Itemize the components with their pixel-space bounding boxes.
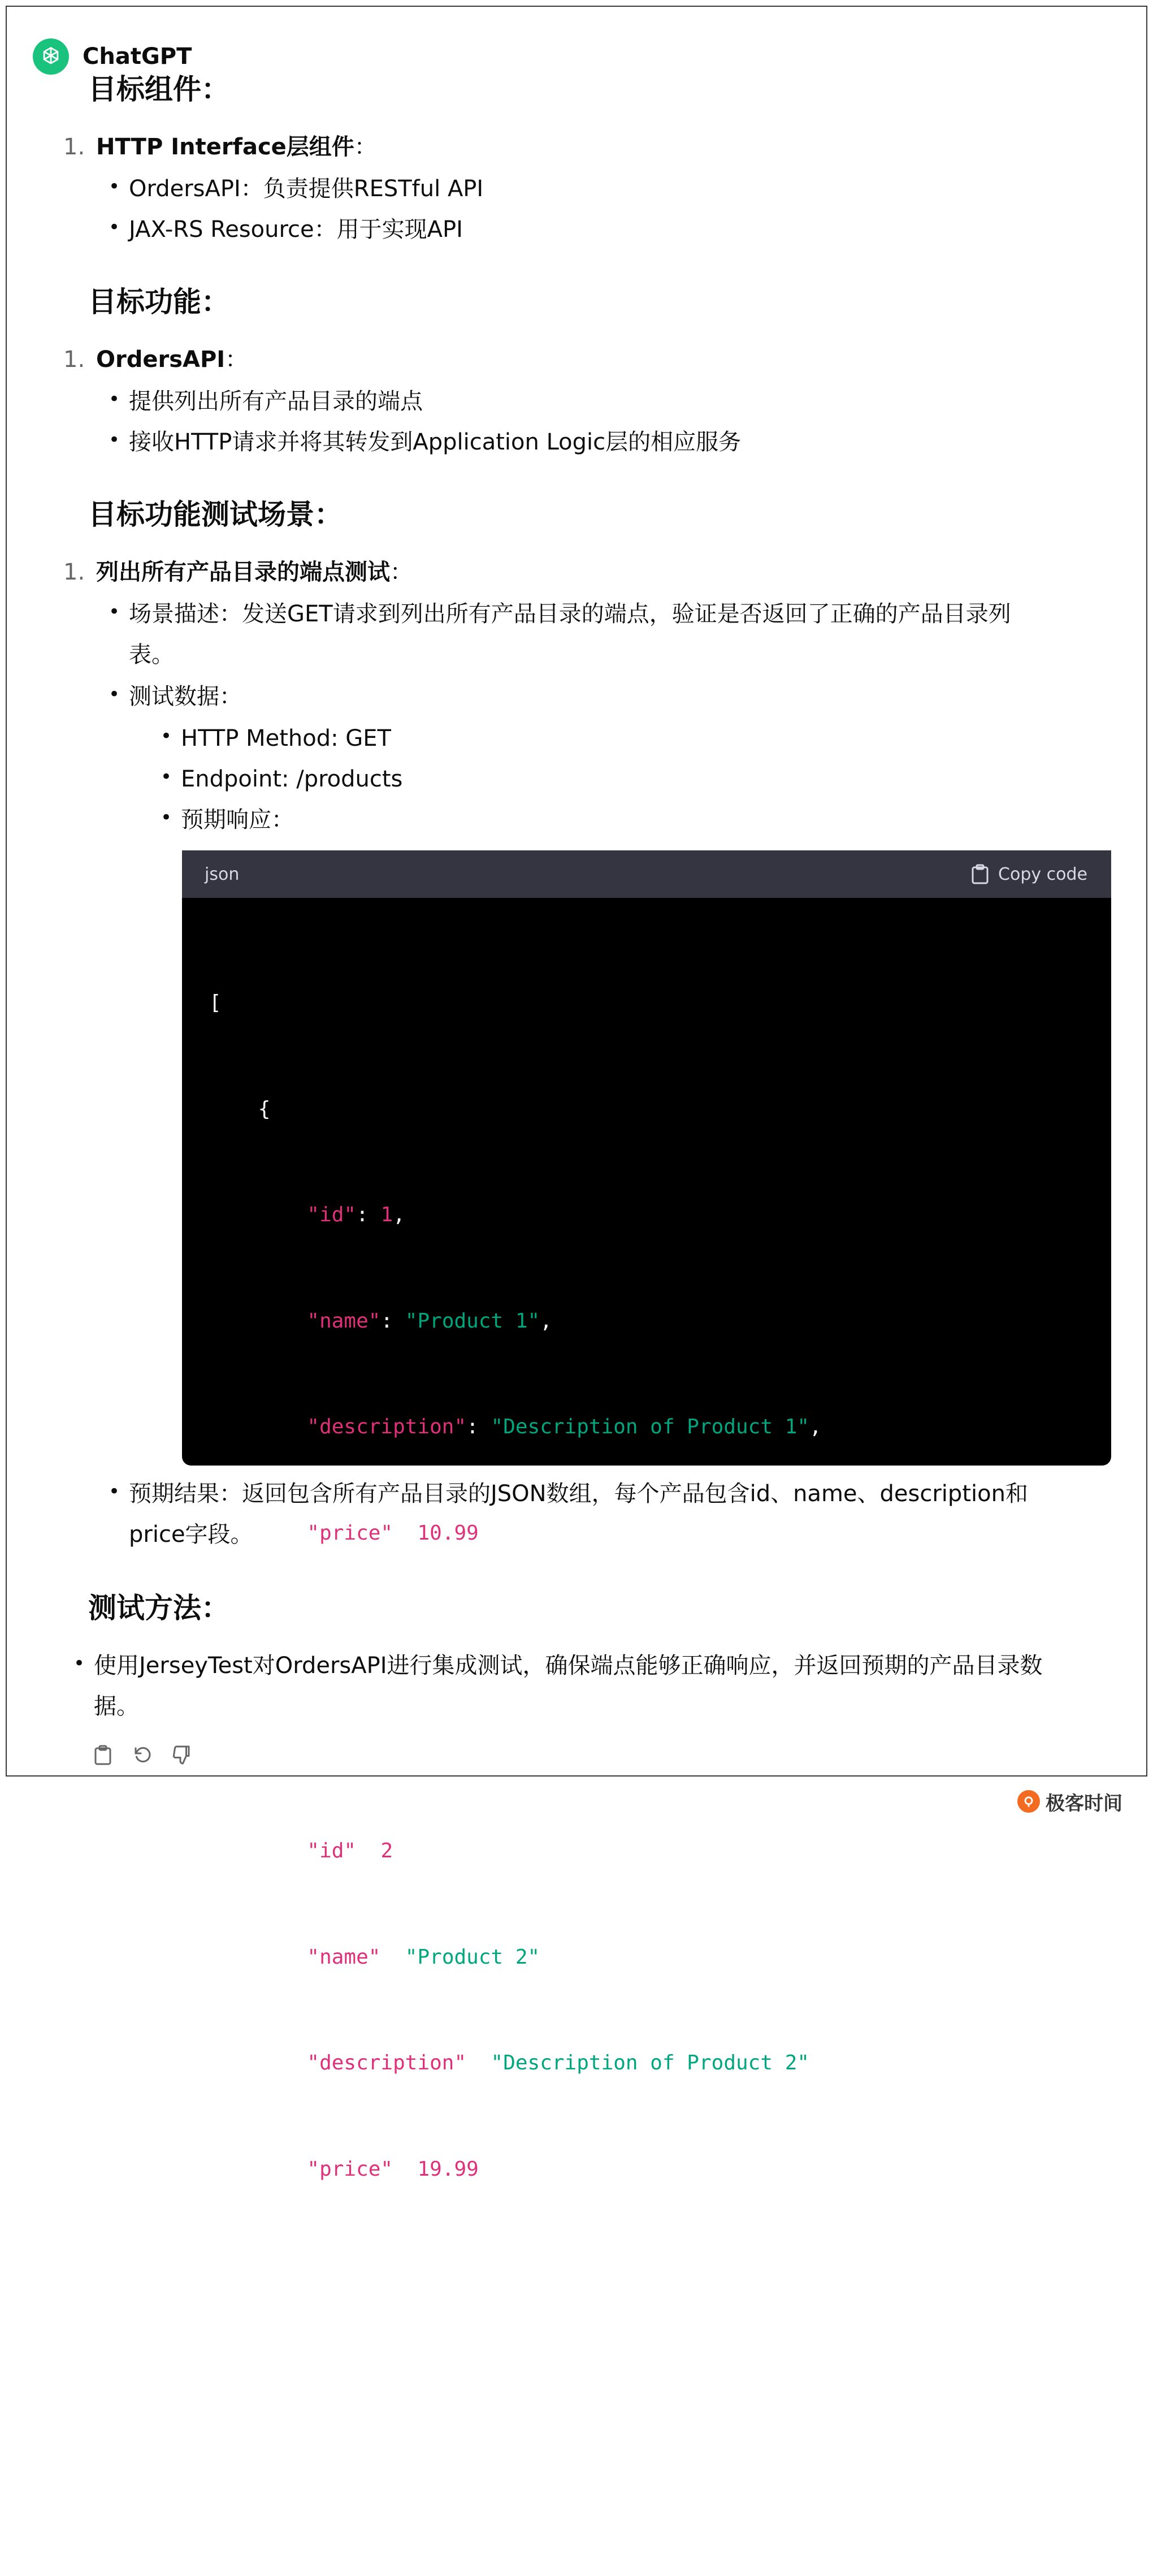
code-line: "name": "Product 2", [307, 1945, 552, 1969]
code-line: ... [258, 2369, 295, 2393]
refresh-icon [132, 1745, 153, 1765]
code-language: json [205, 864, 240, 884]
thumbs-down-icon [172, 1745, 192, 1765]
watermark-text: 极客时间 [1046, 1792, 1122, 1815]
list-item: • JAX-RS Resource：用于实现API [109, 216, 463, 243]
list-item-title: HTTP Interface层组件 [96, 134, 354, 160]
code-line: "id": 1, [307, 1203, 405, 1226]
functions-list-item [63, 345, 248, 374]
method-description-cont: 据。 [94, 1693, 139, 1719]
geektime-logo-icon [1017, 1790, 1040, 1813]
list-item-colon: ： [390, 559, 413, 585]
list-number: 1. [63, 559, 85, 585]
code-line: "name": "Product 1", [307, 1309, 552, 1333]
regenerate-button[interactable] [131, 1744, 154, 1766]
openai-logo-icon [33, 38, 69, 75]
scenario-description-cont: 表。 [129, 642, 174, 668]
code-line: "description": "Description of Product 1", [307, 1415, 822, 1438]
code-line: { [258, 1733, 271, 1757]
list-item-title: 列出所有产品目录的端点测试 [96, 559, 390, 585]
code-line: }, [258, 2263, 283, 2287]
method-heading: 测试方法： [88, 1592, 229, 1624]
code-line: { [258, 1097, 271, 1121]
list-item: • 接收HTTP请求并将其转发到Application Logic层的相应服务 [109, 429, 742, 455]
copy-code-label: Copy code [998, 864, 1087, 884]
watermark [1017, 1786, 1122, 1817]
list-item-colon: ： [354, 134, 377, 160]
code-line: [ [209, 991, 222, 1014]
method-description: • 使用JerseyTest对OrdersAPI进行集成测试，确保端点能够正确响应，并返回预期的产品目录数 [73, 1652, 1043, 1679]
functions-heading: 目标功能： [88, 286, 229, 318]
list-number: 1. [63, 347, 85, 373]
list-item-title: OrdersAPI [96, 347, 226, 373]
code-line: "price": 19.99 [307, 2157, 479, 2181]
clipboard-icon [971, 864, 989, 884]
code-line: ] [209, 2475, 222, 2499]
test-data-label: • 测试数据： [109, 683, 242, 710]
clipboard-icon [93, 1745, 113, 1765]
list-item-colon: ： [225, 347, 248, 373]
code-line: "description": "Description of Product 2", [307, 2051, 822, 2074]
scenarios-heading: 目标功能测试场景： [88, 498, 343, 531]
scenario-description: • 场景描述：发送GET请求到列出所有产品目录的端点，验证是否返回了正确的产品目录列 [109, 600, 1011, 627]
dislike-button[interactable] [171, 1744, 193, 1766]
list-number: 1. [63, 134, 85, 160]
expected-result-cont: price字段。 [129, 1522, 253, 1548]
scenarios-list-item [63, 557, 413, 587]
list-item: • 提供列出所有产品目录的端点 [109, 388, 423, 414]
expected-result: • 预期结果：返回包含所有产品目录的JSON数组，每个产品包含id、name、description和 [109, 1480, 1028, 1507]
list-item: • 预期响应： [161, 806, 294, 833]
components-heading: 目标组件： [88, 73, 229, 106]
message-header [33, 38, 192, 75]
code-line: "id": 2, [307, 1839, 405, 1862]
code-line: }, [258, 1627, 283, 1650]
code-line: "price": 10.99 [307, 1521, 479, 1545]
message-actions [92, 1744, 193, 1766]
list-item: • HTTP Method: GET [161, 725, 391, 751]
code-content [182, 898, 1111, 2576]
components-list-item [63, 132, 377, 162]
list-item: • Endpoint: /products [161, 766, 403, 792]
code-block-header [182, 850, 1111, 898]
assistant-name: ChatGPT [83, 44, 192, 70]
list-item: • OrdersAPI：负责提供RESTful API [109, 175, 484, 202]
copy-message-button[interactable] [92, 1744, 114, 1766]
copy-code-button[interactable] [971, 864, 1087, 884]
